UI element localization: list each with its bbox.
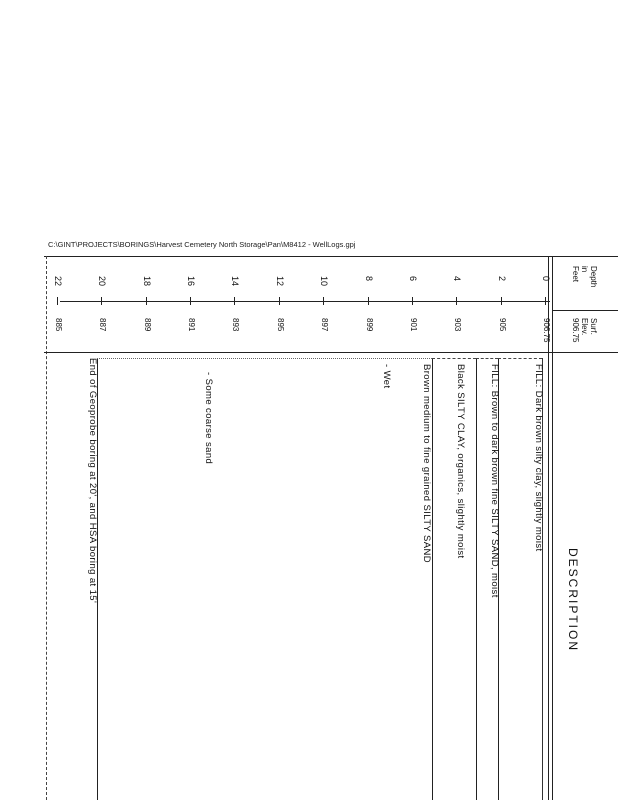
elevation-label: 895 [275,318,285,332]
depth-tick [190,297,191,305]
description-title: DESCRIPTION [566,548,580,653]
depth-tick [146,297,147,305]
depth-tick [545,297,546,305]
depth-label: 14 [230,276,241,287]
elevation-label: 899 [364,318,374,332]
depth-tick [412,297,413,305]
top-border [44,256,618,257]
elevation-label: 906.75 [542,318,551,343]
depth-tick [456,297,457,305]
elevation-label: 903 [453,318,463,332]
elevation-label: 905 [497,318,507,332]
elevation-header: Surf. Elev. 906.75 [571,318,598,343]
description-layer-2: FILL: Brown to dark brown fine SILTY SAND, moist [489,364,500,598]
description-end-of-boring: End of Geoprobe boring at 20', and HSA boring at 15' [87,358,98,604]
description-note-wet: - Wet [381,364,392,389]
elevation-label: 889 [142,318,152,332]
depth-tick [101,297,102,305]
description-layer-4: Brown medium to fine grained SILTY SAND [421,364,432,563]
elevation-label: 885 [54,318,63,332]
depth-label: 16 [186,276,197,287]
description-note-coarse-sand: - Some coarse sand [203,372,214,465]
depth-label: 22 [53,276,63,287]
depth-label: 10 [319,276,330,287]
depth-label: 2 [496,276,507,282]
file-path-header: C:\GINT\PROJECTS\BORINGS\Harvest Cemetery North Storage\Pan\M8412 - WellLogs.gpj [48,240,356,249]
elevation-label: 901 [408,318,418,332]
elevation-label: 893 [231,318,241,332]
strata-dash-2 [476,358,498,359]
strata-dash-1 [498,358,542,359]
header-split-line [552,310,618,311]
header-column-divider-2 [552,256,553,800]
depth-label: 12 [274,276,285,287]
depth-tick [368,297,369,305]
description-layer-1: FILL: Dark brown silty clay, slightly moist [533,364,544,552]
depth-label: 20 [97,276,108,287]
depth-label: 4 [452,276,463,282]
depth-header: Depth in Feet [571,266,598,288]
depth-axis-line [60,301,550,302]
depth-label: 6 [407,276,418,282]
depth-label: 0 [541,276,551,282]
strata-line-4 [432,358,433,800]
strata-line-3 [476,358,477,800]
depth-tick [279,297,280,305]
strata-top-4 [97,358,432,359]
depth-label: 18 [141,276,152,287]
elevation-label: 891 [187,318,197,332]
description-layer-3: Black SILTY CLAY, organics, slightly moist [455,364,466,559]
depth-tick [234,297,235,305]
depth-tick [57,297,58,305]
scale-column-bottom [44,352,618,353]
elevation-label: 897 [320,318,330,332]
depth-tick [501,297,502,305]
depth-label: 8 [363,276,374,282]
strata-dash-3 [432,358,476,359]
elevation-label: 887 [98,318,108,332]
left-edge [46,256,47,800]
depth-tick [323,297,324,305]
